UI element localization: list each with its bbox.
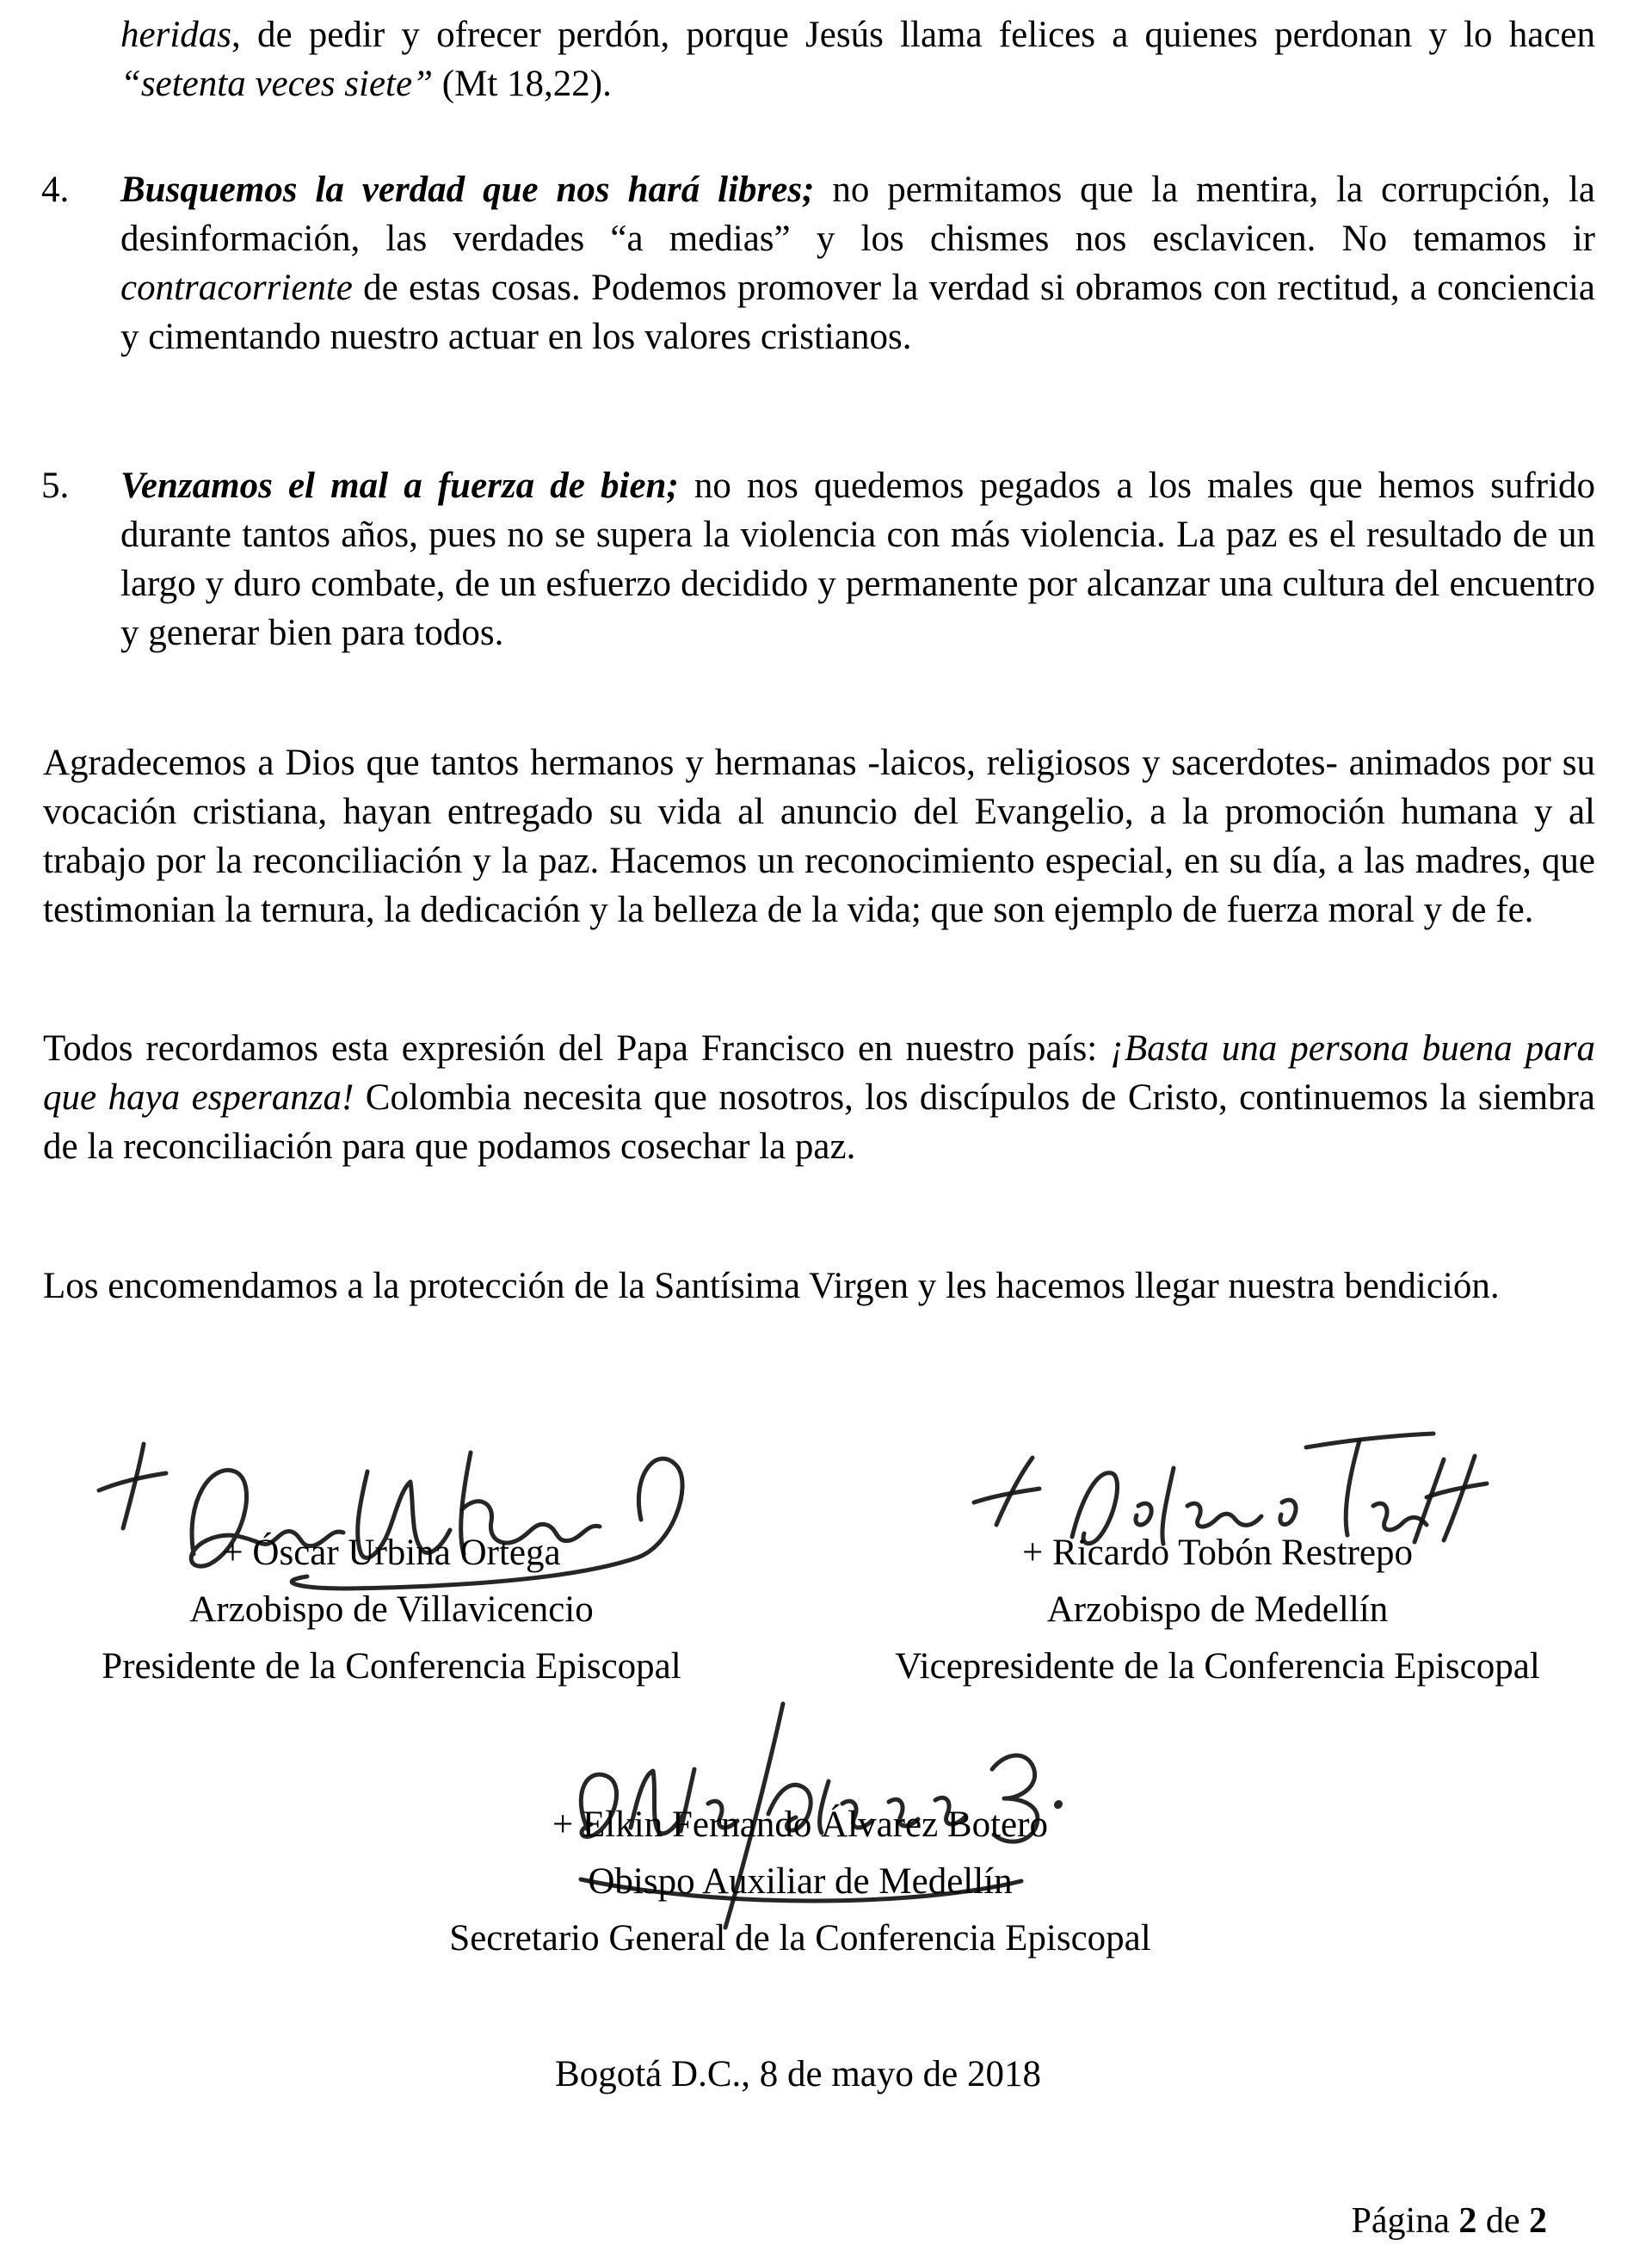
list-item-4 [0, 165, 1652, 361]
list-number-5: 5. [41, 466, 70, 506]
section-agradecemos [0, 738, 1652, 935]
paragraph-continuation: heridas, de pedir y ofrecer perdón, porque Jesús llama felices a quienes perdonan y lo hacen “setenta veces siete” (Mt 18,22). [120, 15, 1595, 104]
signature-name-tobon: + Ricardo Tobón Restrepo [1022, 1533, 1413, 1573]
signature-block-urbina [52, 1525, 731, 1695]
signature-role1-alvarez: Obispo Auxiliar de Medellín [588, 1861, 1013, 1902]
section-encomendamos [0, 1262, 1652, 1311]
signature-block-alvarez [396, 1797, 1205, 1967]
date-line: Bogotá D.C., 8 de mayo de 2018 [555, 2054, 1041, 2094]
signature-role1-urbina: Arzobispo de Villavicencio [189, 1589, 594, 1630]
paragraph-papa-francisco: Todos recordamos esta expresión del Papa Francisco en nuestro país: ¡Basta una persona buena para que haya esperanza! Colombia necesita que nosotros, los discípulos de Cristo, continuemos la siembra de la reconciliación para que podamos cosechar la paz. [43, 1028, 1595, 1167]
paragraph-encomendamos: Los encomendamos a la protección de la Santísima Virgen y les hacemos llegar nuestra bendición. [43, 1266, 1500, 1306]
section-papa-francisco [0, 1024, 1652, 1171]
signature-name-alvarez: + Elkin Fernando Álvarez Botero [552, 1804, 1048, 1845]
list-item-5 [0, 461, 1652, 657]
list-item-4-text: Busquemos la verdad que nos hará libres; no permitamos que la mentira, la corrupción, la desinformación, las verdades “a medias” y los chismes nos esclavicen. No temamos ir contracorriente de estas cosas. Podemos promover la verdad si obramos con rectitud, a conciencia y cimentando nuestro actuar en los valores cristianos. [120, 170, 1595, 357]
signature-role2-alvarez: Secretario General de la Conferencia Episcopal [449, 1918, 1151, 1959]
signature-block-tobon [848, 1525, 1587, 1695]
section-continuation [0, 10, 1652, 108]
signature-name-urbina: + Óscar Urbina Ortega [222, 1533, 561, 1573]
page-number: Página 2 de 2 [1351, 2201, 1547, 2241]
list-number-4: 4. [41, 170, 70, 210]
signature-role2-tobon: Vicepresidente de la Conferencia Episcopal [895, 1646, 1540, 1687]
signature-role1-tobon: Arzobispo de Medellín [1046, 1589, 1389, 1630]
list-item-5-text: Venzamos el mal a fuerza de bien; no nos quedemos pegados a los males que hemos sufrido durante tantos años, pues no se supera la violencia con más violencia. La paz es el resultado de un largo y duro combate, de un esfuerzo decidido y permanente por alcanzar una cultura del encuentro y generar bien para todos. [120, 466, 1595, 653]
signature-role2-urbina: Presidente de la Conferencia Episcopal [102, 1646, 681, 1687]
paragraph-agradecemos: Agradecemos a Dios que tantos hermanos y hermanas -laicos, religiosos y sacerdotes- animados por su vocación cristiana, hayan entregado su vida al anuncio del Evangelio, a la promoción humana y al trabajo por la reconciliación y la paz. Hacemos un reconocimiento especial, en su día, a las madres, que testimonian la ternura, la dedicación y la belleza de la vida; que son ejemplo de fuerza moral y de fe. [43, 743, 1595, 930]
